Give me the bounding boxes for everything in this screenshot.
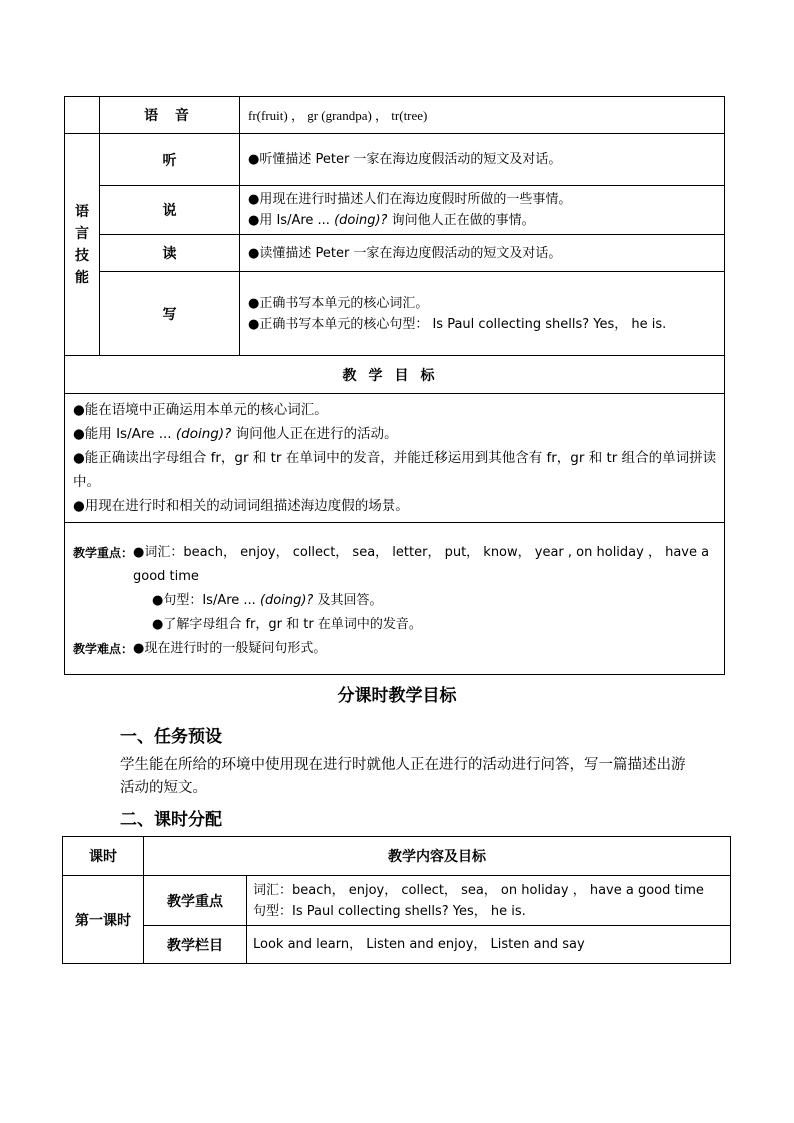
pronunciation-label: 语 音	[100, 97, 240, 134]
speak-label: 说	[100, 186, 240, 235]
task-text: 学生能在所给的环境中使用现在进行时就他人正在进行的活动进行问答，写一篇描述出游活动的短文。	[120, 757, 686, 796]
listen-label: 听	[100, 134, 240, 186]
lesson1-focus-label: 教学重点	[144, 876, 247, 926]
read-content: ●读懂描述 Peter 一家在海边度假活动的短文及对话。	[240, 235, 725, 272]
objective-2: ●能用 Is/Are ... (doing)? 询问他人正在进行的活动。	[73, 426, 398, 442]
key-vocab: ●词汇：beach， enjoy， collect， sea， letter， put， know， year , on holiday ， have a good time	[133, 544, 710, 584]
write-item-1: ●正确书写本单元的核心词汇。	[248, 295, 429, 311]
lesson1-focus-content	[247, 876, 731, 926]
lesson-allocation-table	[62, 836, 731, 964]
section-title: 分课时教学目标	[337, 686, 457, 706]
focus-difficulty-cell	[65, 523, 725, 675]
lesson1-sections-label: 教学栏目	[144, 926, 247, 964]
blank-cell	[65, 97, 100, 134]
key-points-label: 教学重点：	[73, 545, 134, 560]
language-skills-label: 语 言 技 能	[65, 134, 100, 356]
lesson1-label: 第一课时	[63, 876, 144, 964]
difficult-content: ●现在进行时的一般疑问句形式。	[133, 640, 327, 656]
task-heading: 一、任务预设	[120, 727, 222, 747]
speak-content	[240, 186, 725, 235]
difficult-row	[73, 637, 716, 661]
objectives-title: 教学目标	[65, 356, 725, 394]
pronunciation-content: fr(fruit) ， gr (grandpa) ， tr(tree)	[240, 97, 725, 134]
lesson1-focus-line-2: 句型：Is Paul collecting shells? Yes， he is.	[253, 903, 526, 919]
col-content-header: 教学内容及目标	[144, 837, 731, 876]
lesson1-focus-line-1: 词汇：beach， enjoy， collect， sea， on holiday ， have a good time	[253, 882, 704, 898]
write-content	[240, 272, 725, 356]
allocation-heading: 二、课时分配	[120, 810, 222, 830]
difficult-label: 教学难点：	[73, 641, 134, 656]
key-sound: ●了解字母组合 fr，gr 和 tr 在单词中的发音。	[152, 616, 422, 632]
write-label: 写	[100, 272, 240, 356]
objective-3: ●能正确读出字母组合 fr，gr 和 tr 在单词中的发音，并能迁移运用到其他含有 fr，gr 和 tr 组合的单词拼读中。	[73, 450, 717, 490]
col-lesson-header: 课时	[63, 837, 144, 876]
objective-4: ●用现在进行时和相关的动词词组描述海边度假的场景。	[73, 498, 409, 514]
speak-item-2: ●用 Is/Are ... (doing)? 询问他人正在做的事情。	[248, 213, 535, 228]
objectives-list	[65, 394, 725, 523]
lesson1-sections-content: Look and learn， Listen and enjoy， Listen and say	[247, 926, 731, 964]
write-item-2: ●正确书写本单元的核心句型： Is Paul collecting shells? Yes， he is.	[248, 316, 667, 332]
read-label: 读	[100, 235, 240, 272]
objective-1: ●能在语境中正确运用本单元的核心词汇。	[73, 402, 328, 418]
key-points-row	[73, 541, 716, 589]
skills-objectives-table	[64, 96, 725, 675]
speak-item-1: ●用现在进行时描述人们在海边度假时所做的一些事情。	[248, 192, 572, 207]
listen-content: ●听懂描述 Peter 一家在海边度假活动的短文及对话。	[240, 134, 725, 186]
key-pattern: ●句型：Is/Are ... (doing)? 及其回答。	[152, 592, 383, 608]
